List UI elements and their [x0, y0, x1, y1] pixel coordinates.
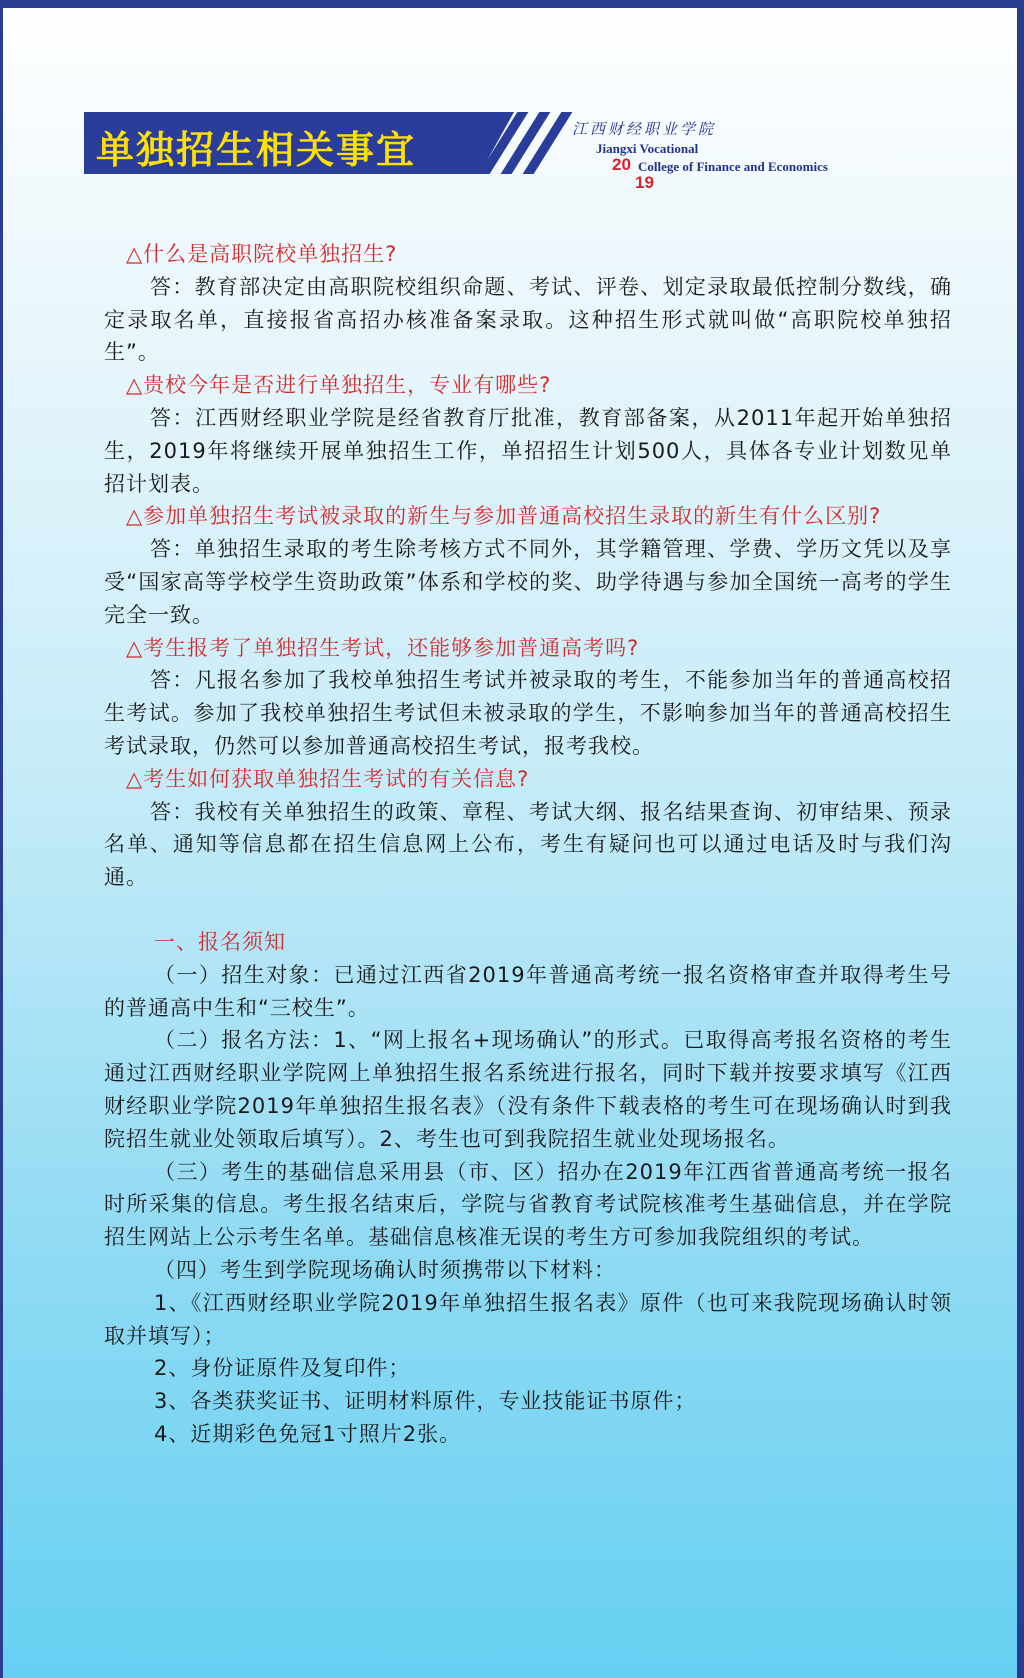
page-title: 单独招生相关事宜 — [96, 128, 417, 172]
year-digits-top: 20 — [612, 155, 631, 174]
college-name-en-line1: Jiangxi Vocational — [596, 141, 699, 156]
college-name-cn: 江西财经职业学院 — [572, 120, 717, 138]
faq-question-4: △考生报考了单独招生考试，还能够参加普通高考吗? — [126, 635, 640, 660]
main-content — [104, 238, 952, 1451]
left-frame-border — [0, 0, 3, 1678]
faq-answer-3: 答：单独招生录取的考生除考核方式不同外，其学籍管理、学费、学历文凭以及享受“国家高等学校学生资助政策”体系和学校的奖、助学待遇与参加全国统一高考的学生完全一致。 — [104, 537, 952, 627]
faq-answer-4: 答：凡报名参加了我校单独招生考试并被录取的考生，不能参加当年的普通高校招生考试。参加了我校单独招生考试但未被录取的学生，不影响参加当年的普通高校招生考试录取，仍然可以参加普通高校招生考试，报考我校。 — [104, 668, 952, 758]
registration-heading: 一、报名须知 — [154, 929, 286, 954]
faq-answer-2: 答：江西财经职业学院是经省教育厅批准，教育部备案，从2011年起开始单独招生，2019年将继续开展单独招生工作，单招招生计划500人，具体各专业计划数见单招计划表。 — [104, 405, 952, 496]
year-digits-bottom: 19 — [635, 173, 654, 192]
registration-item: （四）考生到学院现场确认时须携带以下材料： — [154, 1257, 616, 1282]
registration-item: （二）报名方法：1、“网上报名+现场确认”的形式。已取得高考报名资格的考生通过江西财经职业学院网上单独招生报名系统进行报名，同时下载并按要求填写《江西财经职业学院2019年单独招生报名表》（没有条件下载表格的考生可在现场确认时到我院招生就业处领取后填写）。2、考生也可到我院招生就业处现场报名。 — [104, 1028, 952, 1151]
right-frame-border — [1017, 0, 1024, 1678]
college-name-en-line2: College of Finance and Economics — [638, 159, 828, 174]
faq-question-5: △考生如何获取单独招生考试的有关信息? — [126, 766, 530, 791]
faq-answer-5: 答：我校有关单独招生的政策、章程、考试大纲、报名结果查询、初审结果、预录名单、通知等信息都在招生信息网上公布，考生有疑问也可以通过电话及时与我们沟通。 — [104, 799, 952, 890]
registration-item: 3、各类获奖证书、证明材料原件，专业技能证书原件； — [154, 1389, 697, 1414]
registration-item: （三）考生的基础信息采用县（市、区）招办在2019年江西省普通高考统一报名时所采集的信息。考生报名结束后，学院与省教育考试院核准考生基础信息，并在学院招生网站上公示考生名单。基础信息核准无误的考生方可参加我院组织的考试。 — [104, 1159, 952, 1250]
registration-item: 1、《江西财经职业学院2019年单独招生报名表》原件（也可来我院现场确认时领取并填写）； — [104, 1290, 952, 1348]
faq-question-2: △贵校今年是否进行单独招生，专业有哪些? — [126, 373, 552, 398]
top-frame-border — [0, 0, 1024, 8]
registration-item: （一）招生对象：已通过江西省2019年普通高考统一报名资格审查并取得考生号的普通高中生和“三校生”。 — [104, 962, 952, 1020]
faq-question-1: △什么是高职院校单独招生? — [126, 242, 398, 266]
college-logo — [572, 118, 892, 192]
registration-item: 4、近期彩色免冠1寸照片2张。 — [154, 1421, 462, 1446]
faq-question-3: △参加单独招生考试被录取的新生与参加普通高校招生录取的新生有什么区别? — [126, 504, 882, 529]
faq-answer-1: 答：教育部决定由高职院校组织命题、考试、评卷、划定录取最低控制分数线，确定录取名单，直接报省高招办核准备案录取。这种招生形式就叫做“高职院校单独招生”。 — [104, 274, 952, 365]
registration-item: 2、身份证原件及复印件； — [154, 1356, 411, 1381]
title-banner — [84, 112, 564, 174]
